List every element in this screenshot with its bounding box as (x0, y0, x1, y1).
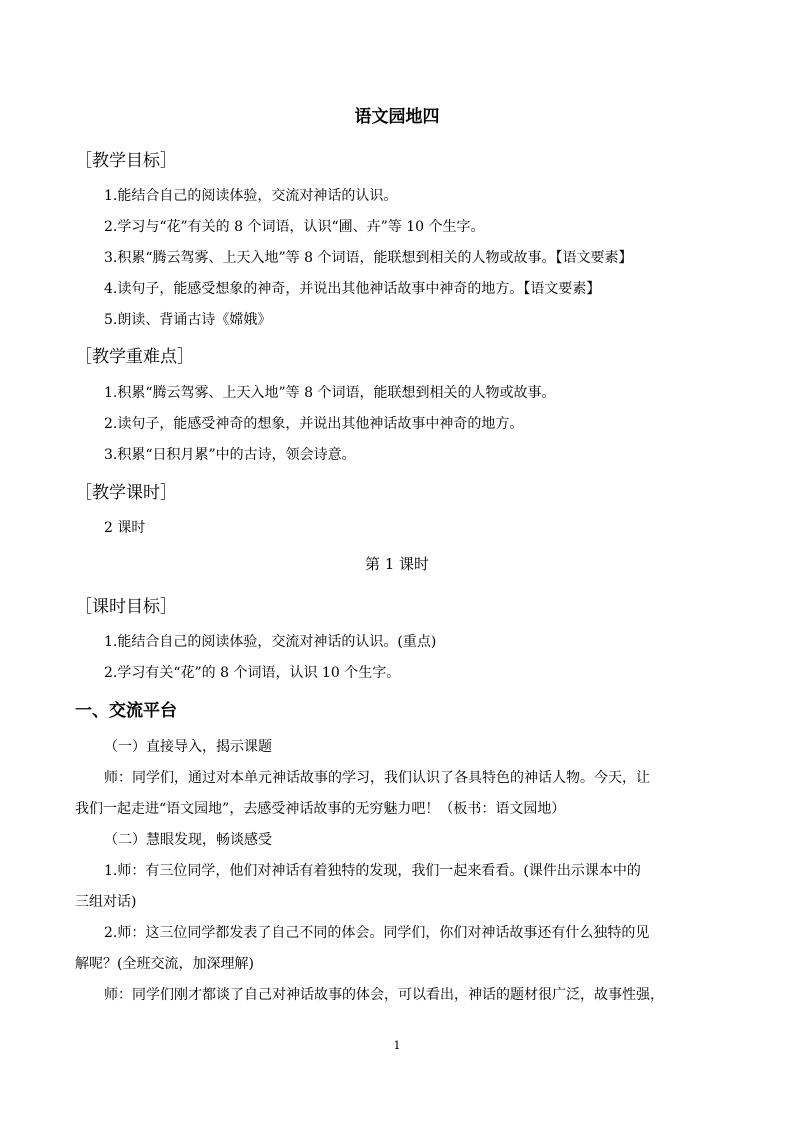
sub-heading-1: （一）直接导入，揭示课题 (104, 739, 272, 755)
key-points-heading: ［教学重难点］ (75, 347, 194, 367)
lesson1-title: 第 1 课时 (364, 555, 430, 573)
key-point-3: 3.积累“日积月累”中的古诗，领会诗意。 (104, 447, 356, 463)
para3-line1: 2.师：这三位同学都发表了自己不同的体会。同学们，你们对神话故事还有什么独特的见 (104, 925, 650, 941)
para4-line1: 师：同学们刚才都谈了自己对神话故事的体会，可以看出，神话的题材很广泛，故事性强， (104, 987, 664, 1003)
lesson-goal-1: 1.能结合自己的阅读体验，交流对神话的认识。(重点) (104, 634, 437, 650)
goal-5: 5.朗读、背诵古诗《嫦娥》 (104, 312, 272, 328)
sub-heading-2: （二）慧眼发现，畅谈感受 (104, 832, 272, 848)
page-number: 1 (393, 1039, 401, 1052)
para1-line2: 我们一起走进“语文园地”，去感受神话故事的无穷魅力吧！（板书：语文园地） (75, 801, 566, 817)
page-title: 语文园地四 (354, 107, 440, 127)
key-point-2: 2.读句子，能感受神奇的想象，并说出其他神话故事中神奇的地方。 (104, 416, 524, 432)
para3-line2: 解呢？(全班交流，加深理解) (75, 956, 254, 972)
hours-value: 2 课时 (104, 520, 146, 536)
para2-line1: 1.师：有三位同学，他们对神话有着独特的发现，我们一起来看看。(课件出示课本中的 (104, 863, 641, 879)
goal-2: 2.学习与“花”有关的 8 个词语，认识“圃、卉”等 10 个生字。 (104, 219, 485, 235)
para1-line1: 师：同学们，通过对本单元神话故事的学习，我们认识了各具特色的神话人物。今天，让 (104, 770, 650, 786)
part1-heading: 一、交流平台 (75, 701, 177, 721)
hours-heading: ［教学课时］ (75, 483, 177, 503)
goal-3: 3.积累“腾云驾雾、上天入地”等 8 个词语，能联想到相关的人物或故事。【语文要素】 (104, 250, 633, 266)
goal-4: 4.读句子，能感受想象的神奇，并说出其他神话故事中神奇的地方。【语文要素】 (104, 281, 601, 297)
lesson-goals-heading: ［课时目标］ (75, 597, 177, 617)
para2-line2: 三组对话) (75, 894, 137, 910)
goals-heading: ［教学目标］ (75, 151, 177, 171)
key-point-1: 1.积累“腾云驾雾、上天入地”等 8 个词语，能联想到相关的人物或故事。 (104, 385, 556, 401)
lesson-goal-2: 2.学习有关“花”的 8 个词语，认识 10 个生字。 (104, 665, 401, 681)
goal-1: 1.能结合自己的阅读体验，交流对神话的认识。 (104, 188, 398, 204)
